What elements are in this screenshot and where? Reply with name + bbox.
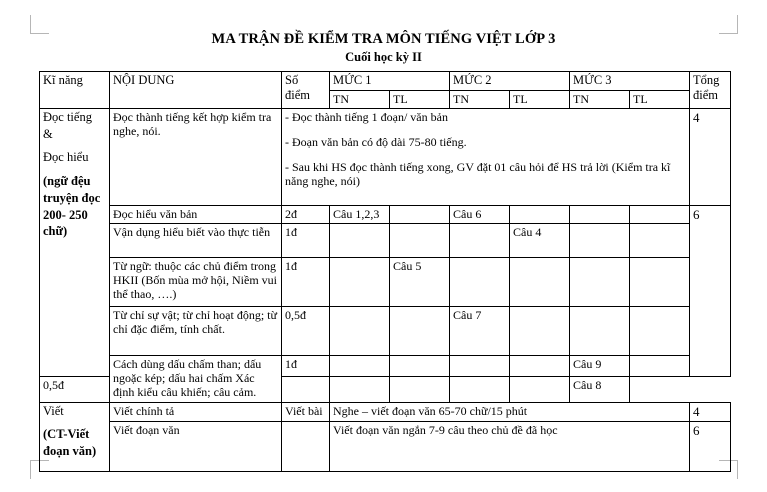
question-cell-m3-tn (570, 307, 630, 356)
question-cell-m1-tl (390, 356, 450, 376)
score-cell: 0,5đ (282, 307, 330, 356)
title-block (0, 30, 767, 65)
question-cell-m1-tn (330, 258, 390, 307)
description-cell (282, 108, 690, 205)
question-cell-m1-tn (330, 224, 390, 258)
content-cell: Cách dùng dấu chấm than; dấu ngoặc kép; dấu hai chấm Xác định kiểu câu khiến; câu cảm. (110, 356, 282, 402)
exam-matrix-table (39, 71, 731, 472)
question-cell-m3-tl (630, 307, 690, 356)
description-line: - Đoạn văn bản có độ dài 75-80 tiếng. (285, 135, 467, 150)
header-level-3-tl: TL (630, 90, 690, 108)
score-cell: Viết bài (282, 402, 330, 421)
header-level-2: MỨC 2 (450, 72, 570, 91)
question-cell-m1-tl (390, 205, 450, 223)
table-row (40, 224, 731, 258)
table-row (40, 307, 731, 356)
question-cell-m2-tn: Câu 7 (450, 307, 510, 356)
matrix-table-wrapper (39, 71, 730, 472)
question-cell-m2-tn: Câu 6 (450, 205, 510, 223)
question-cell-m3-tl (630, 356, 690, 376)
question-cell-m2-tl (510, 258, 570, 307)
question-cell-m3-tn (570, 258, 630, 307)
description-cell: Nghe – viết đoạn văn 65-70 chữ/15 phút (330, 402, 690, 421)
question-cell-m3-tn (570, 205, 630, 223)
header-score: Số điểm (282, 72, 330, 109)
question-cell-m3-tl (630, 224, 690, 258)
question-cell-m1-tl (390, 224, 450, 258)
skill-reading-line-3: Đọc hiểu (43, 150, 89, 165)
skill-cell-reading (40, 108, 110, 376)
header-level-1-tn: TN (330, 90, 390, 108)
question-cell-m2-tn (390, 376, 450, 402)
question-cell-m3-tn (570, 224, 630, 258)
header-level-1-tl: TL (390, 90, 450, 108)
question-cell-m3-tl (630, 258, 690, 307)
score-cell: 1đ (282, 258, 330, 307)
total-cell: 6 (690, 205, 731, 376)
header-level-2-tl: TL (510, 90, 570, 108)
description-line: - Đọc thành tiếng 1 đoạn/ văn bản (285, 109, 448, 124)
question-cell-m3-tn (510, 376, 570, 402)
score-cell: 2đ (282, 205, 330, 223)
score-cell: 1đ (282, 224, 330, 258)
table-row (40, 205, 731, 223)
content-cell: Viết đoạn văn (110, 421, 282, 471)
table-row (40, 356, 731, 376)
score-cell: 0,5đ (40, 376, 110, 402)
content-cell: Từ ngữ: thuộc các chủ điểm trong HKII (Bốn mùa mở hội, Niềm vui thể thao, ….) (110, 258, 282, 307)
content-cell: Vận dụng hiểu biết vào thực tiễn (110, 224, 282, 258)
content-cell: Đọc hiểu văn bản (110, 205, 282, 223)
header-total: Tổng điểm (690, 72, 731, 109)
score-cell: 1đ (282, 356, 330, 376)
score-cell (282, 421, 330, 471)
skill-reading-note-1: (ngữ đệu (43, 174, 91, 189)
skill-cell-writing (40, 402, 110, 471)
header-skill: Kĩ năng (40, 72, 110, 109)
description-cell: Viết đoạn văn ngắn 7-9 câu theo chủ đề đã học (330, 421, 690, 471)
header-level-1: MỨC 1 (330, 72, 450, 91)
question-cell-m2-tn (450, 258, 510, 307)
skill-reading-line-2: & (43, 126, 53, 141)
question-cell-m1-tn (330, 307, 390, 356)
description-line: - Sau khi HS đọc thành tiếng xong, GV đặt 01 câu hỏi để HS trả lời (Kiểm tra kĩ năng nghe, nói) (285, 160, 671, 189)
question-cell-m1-tn: Câu 1,2,3 (330, 205, 390, 223)
skill-writing-note-2: đoạn văn) (43, 444, 97, 459)
question-cell-m1-tn (282, 376, 330, 402)
table-row (40, 108, 731, 205)
skill-reading-note-4: chữ) (43, 224, 68, 239)
question-cell-m3-tl (630, 205, 690, 223)
skill-reading-note-2: truyện đọc (43, 190, 101, 205)
total-cell: 4 (690, 108, 731, 205)
skill-writing-line-1: Viết (43, 403, 64, 418)
skill-reading-line-1: Đọc tiếng (43, 109, 92, 124)
content-cell: Từ chỉ sự vật; từ chỉ hoạt động; từ chỉ đặc điểm, tính chất. (110, 307, 282, 356)
document-subtitle: Cuối học kỳ II (345, 50, 422, 65)
question-cell-m2-tn (450, 224, 510, 258)
table-row (40, 421, 731, 471)
content-cell: Viết chính tả (110, 402, 282, 421)
total-cell: 4 (690, 402, 731, 421)
question-cell-m3-tn: Câu 9 (570, 356, 630, 376)
question-cell-m1-tl (330, 376, 390, 402)
header-content: NỘI DUNG (110, 72, 282, 109)
question-cell-m1-tn (330, 356, 390, 376)
table-header-row-primary (40, 72, 731, 91)
question-cell-m2-tn (450, 356, 510, 376)
question-cell-m2-tl (510, 205, 570, 223)
question-cell-m3-tl: Câu 8 (570, 376, 630, 402)
question-cell-m2-tl (510, 356, 570, 376)
question-cell-m1-tl (390, 307, 450, 356)
header-level-3: MỨC 3 (570, 72, 690, 91)
content-cell: Đọc thành tiếng kết hợp kiểm tra nghe, nói. (110, 108, 282, 205)
document-title: MA TRẬN ĐỀ KIỂM TRA MÔN TIẾNG VIỆT LỚP 3 (211, 31, 556, 47)
skill-reading-note-3: 200- 250 (43, 207, 88, 222)
table-row (40, 402, 731, 421)
question-cell-m2-tl (450, 376, 510, 402)
table-row (40, 258, 731, 307)
question-cell-m2-tl: Câu 4 (510, 224, 570, 258)
skill-writing-note-1: (CT-Viết (43, 427, 90, 442)
question-cell-m1-tl: Câu 5 (390, 258, 450, 307)
header-level-3-tn: TN (570, 90, 630, 108)
header-level-2-tn: TN (450, 90, 510, 108)
total-cell: 6 (690, 421, 731, 471)
question-cell-m2-tl (510, 307, 570, 356)
